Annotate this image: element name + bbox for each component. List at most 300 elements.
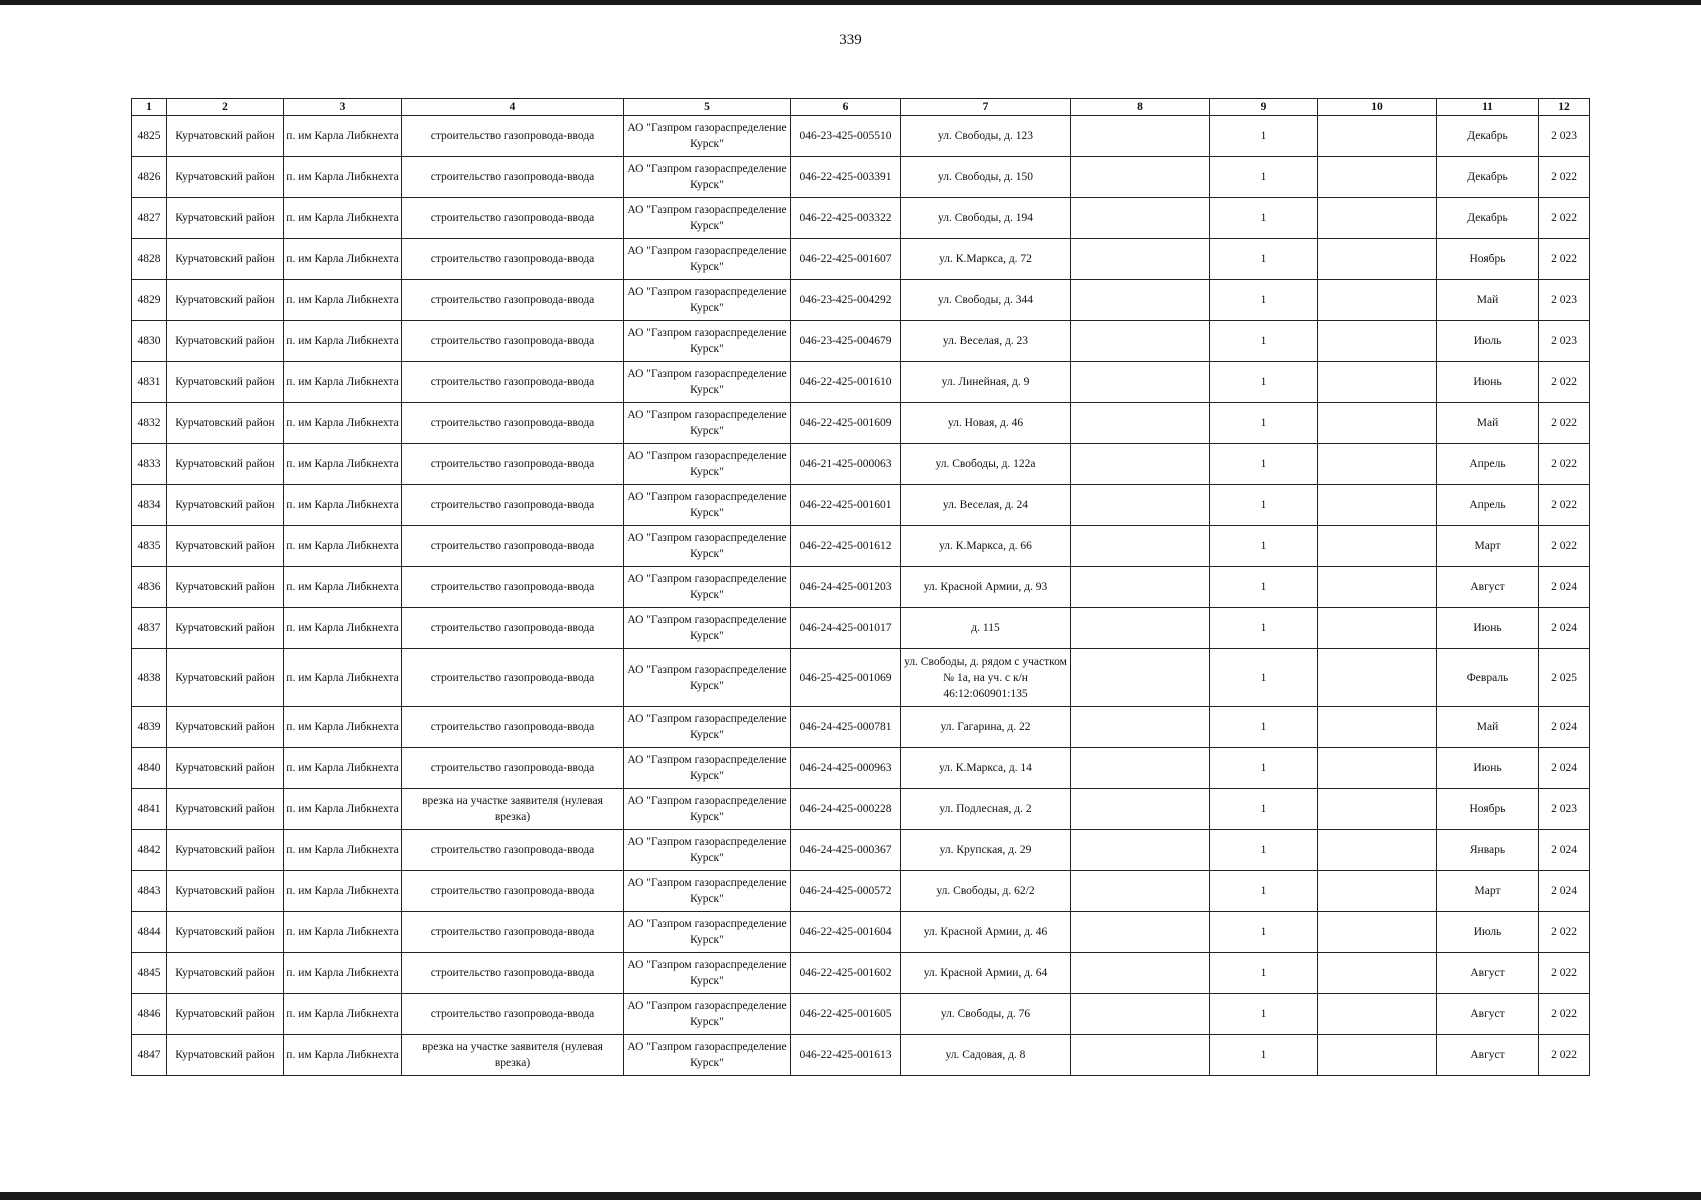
work-type-cell: строительство газопровода-ввода [402, 953, 624, 994]
address-cell: ул. Садовая, д. 8 [901, 1035, 1071, 1076]
work-type-cell: строительство газопровода-ввода [402, 994, 624, 1035]
row-number: 4833 [132, 444, 167, 485]
quantity-cell: 1 [1210, 649, 1318, 707]
year-cell: 2 023 [1539, 280, 1590, 321]
code-cell: 046-24-425-001017 [791, 608, 901, 649]
code-cell: 046-24-425-000963 [791, 748, 901, 789]
code-cell: 046-23-425-004679 [791, 321, 901, 362]
month-cell: Декабрь [1437, 157, 1539, 198]
col10-cell [1318, 403, 1437, 444]
district-cell: Курчатовский район [167, 239, 284, 280]
district-cell: Курчатовский район [167, 485, 284, 526]
work-type-cell: строительство газопровода-ввода [402, 912, 624, 953]
district-cell: Курчатовский район [167, 871, 284, 912]
district-cell: Курчатовский район [167, 608, 284, 649]
table-row [132, 953, 1590, 994]
address-cell: ул. Крупская, д. 29 [901, 830, 1071, 871]
organization-cell: АО "Газпром газораспределение Курск" [624, 830, 791, 871]
organization-cell: АО "Газпром газораспределение Курск" [624, 608, 791, 649]
year-cell: 2 022 [1539, 953, 1590, 994]
organization-cell: АО "Газпром газораспределение Курск" [624, 239, 791, 280]
col10-cell [1318, 280, 1437, 321]
col10-cell [1318, 912, 1437, 953]
table-row [132, 403, 1590, 444]
district-cell: Курчатовский район [167, 789, 284, 830]
organization-cell: АО "Газпром газораспределение Курск" [624, 526, 791, 567]
address-cell: ул. Красной Армии, д. 64 [901, 953, 1071, 994]
year-cell: 2 022 [1539, 362, 1590, 403]
month-cell: Декабрь [1437, 116, 1539, 157]
code-cell: 046-22-425-001609 [791, 403, 901, 444]
address-cell: ул. Веселая, д. 23 [901, 321, 1071, 362]
locality-cell: п. им Карла Либкнехта [284, 1035, 402, 1076]
quantity-cell: 1 [1210, 239, 1318, 280]
col10-cell [1318, 748, 1437, 789]
col10-cell [1318, 526, 1437, 567]
organization-cell: АО "Газпром газораспределение Курск" [624, 116, 791, 157]
quantity-cell: 1 [1210, 608, 1318, 649]
col10-cell [1318, 608, 1437, 649]
col10-cell [1318, 444, 1437, 485]
month-cell: Март [1437, 871, 1539, 912]
work-type-cell: строительство газопровода-ввода [402, 198, 624, 239]
col10-cell [1318, 1035, 1437, 1076]
year-cell: 2 022 [1539, 912, 1590, 953]
quantity-cell: 1 [1210, 1035, 1318, 1076]
col10-cell [1318, 871, 1437, 912]
month-cell: Декабрь [1437, 198, 1539, 239]
col10-cell [1318, 649, 1437, 707]
year-cell: 2 024 [1539, 871, 1590, 912]
work-type-cell: строительство газопровода-ввода [402, 707, 624, 748]
col10-cell [1318, 830, 1437, 871]
year-cell: 2 023 [1539, 116, 1590, 157]
locality-cell: п. им Карла Либкнехта [284, 239, 402, 280]
month-cell: Август [1437, 994, 1539, 1035]
district-cell: Курчатовский район [167, 362, 284, 403]
code-cell: 046-22-425-003391 [791, 157, 901, 198]
quantity-cell: 1 [1210, 830, 1318, 871]
locality-cell: п. им Карла Либкнехта [284, 485, 402, 526]
registry-table [131, 98, 1590, 1076]
table-row [132, 707, 1590, 748]
col8-cell [1071, 362, 1210, 403]
organization-cell: АО "Газпром газораспределение Курск" [624, 403, 791, 444]
col10-cell [1318, 567, 1437, 608]
col10-cell [1318, 485, 1437, 526]
col8-cell [1071, 403, 1210, 444]
quantity-cell: 1 [1210, 748, 1318, 789]
code-cell: 046-23-425-005510 [791, 116, 901, 157]
code-cell: 046-22-425-001613 [791, 1035, 901, 1076]
col8-cell [1071, 1035, 1210, 1076]
col10-cell [1318, 157, 1437, 198]
address-cell: ул. Свободы, д. 76 [901, 994, 1071, 1035]
work-type-cell: строительство газопровода-ввода [402, 526, 624, 567]
organization-cell: АО "Газпром газораспределение Курск" [624, 994, 791, 1035]
work-type-cell: врезка на участке заявителя (нулевая врезка) [402, 1035, 624, 1076]
row-number: 4843 [132, 871, 167, 912]
organization-cell: АО "Газпром газораспределение Курск" [624, 871, 791, 912]
district-cell: Курчатовский район [167, 830, 284, 871]
locality-cell: п. им Карла Либкнехта [284, 321, 402, 362]
table-row [132, 608, 1590, 649]
month-cell: Ноябрь [1437, 789, 1539, 830]
year-cell: 2 022 [1539, 485, 1590, 526]
address-cell: ул. Красной Армии, д. 46 [901, 912, 1071, 953]
organization-cell: АО "Газпром газораспределение Курск" [624, 280, 791, 321]
organization-cell: АО "Газпром газораспределение Курск" [624, 198, 791, 239]
year-cell: 2 022 [1539, 1035, 1590, 1076]
row-number: 4839 [132, 707, 167, 748]
row-number: 4840 [132, 748, 167, 789]
table-row [132, 280, 1590, 321]
code-cell: 046-22-425-003322 [791, 198, 901, 239]
year-cell: 2 022 [1539, 198, 1590, 239]
col8-cell [1071, 280, 1210, 321]
col8-cell [1071, 567, 1210, 608]
col8-cell [1071, 748, 1210, 789]
code-cell: 046-25-425-001069 [791, 649, 901, 707]
quantity-cell: 1 [1210, 485, 1318, 526]
table-row [132, 444, 1590, 485]
work-type-cell: строительство газопровода-ввода [402, 871, 624, 912]
month-cell: Ноябрь [1437, 239, 1539, 280]
col8-cell [1071, 789, 1210, 830]
column-header-1: 1 [132, 99, 167, 116]
month-cell: Июль [1437, 912, 1539, 953]
table-row [132, 871, 1590, 912]
address-cell: д. 115 [901, 608, 1071, 649]
column-header-8: 8 [1071, 99, 1210, 116]
organization-cell: АО "Газпром газораспределение Курск" [624, 444, 791, 485]
work-type-cell: строительство газопровода-ввода [402, 116, 624, 157]
month-cell: Январь [1437, 830, 1539, 871]
district-cell: Курчатовский район [167, 953, 284, 994]
month-cell: Июнь [1437, 608, 1539, 649]
row-number: 4838 [132, 649, 167, 707]
organization-cell: АО "Газпром газораспределение Курск" [624, 1035, 791, 1076]
year-cell: 2 023 [1539, 789, 1590, 830]
work-type-cell: строительство газопровода-ввода [402, 608, 624, 649]
row-number: 4826 [132, 157, 167, 198]
quantity-cell: 1 [1210, 157, 1318, 198]
locality-cell: п. им Карла Либкнехта [284, 157, 402, 198]
locality-cell: п. им Карла Либкнехта [284, 198, 402, 239]
code-cell: 046-22-425-001607 [791, 239, 901, 280]
col8-cell [1071, 608, 1210, 649]
district-cell: Курчатовский район [167, 526, 284, 567]
row-number: 4844 [132, 912, 167, 953]
organization-cell: АО "Газпром газораспределение Курск" [624, 321, 791, 362]
month-cell: Август [1437, 953, 1539, 994]
locality-cell: п. им Карла Либкнехта [284, 116, 402, 157]
work-type-cell: строительство газопровода-ввода [402, 830, 624, 871]
work-type-cell: строительство газопровода-ввода [402, 567, 624, 608]
year-cell: 2 022 [1539, 239, 1590, 280]
col8-cell [1071, 912, 1210, 953]
row-number: 4827 [132, 198, 167, 239]
year-cell: 2 022 [1539, 994, 1590, 1035]
locality-cell: п. им Карла Либкнехта [284, 912, 402, 953]
code-cell: 046-24-425-000367 [791, 830, 901, 871]
page-number: 339 [839, 32, 862, 48]
col8-cell [1071, 649, 1210, 707]
header-row [132, 99, 1590, 116]
year-cell: 2 022 [1539, 403, 1590, 444]
code-cell: 046-22-425-001605 [791, 994, 901, 1035]
code-cell: 046-22-425-001604 [791, 912, 901, 953]
work-type-cell: строительство газопровода-ввода [402, 649, 624, 707]
quantity-cell: 1 [1210, 994, 1318, 1035]
row-number: 4846 [132, 994, 167, 1035]
table-row [132, 157, 1590, 198]
locality-cell: п. им Карла Либкнехта [284, 649, 402, 707]
scan-border-bottom [0, 1192, 1701, 1200]
address-cell: ул. Свободы, д. 122а [901, 444, 1071, 485]
work-type-cell: строительство газопровода-ввода [402, 748, 624, 789]
year-cell: 2 022 [1539, 157, 1590, 198]
work-type-cell: строительство газопровода-ввода [402, 362, 624, 403]
month-cell: Май [1437, 403, 1539, 444]
organization-cell: АО "Газпром газораспределение Курск" [624, 789, 791, 830]
code-cell: 046-22-425-001612 [791, 526, 901, 567]
column-header-7: 7 [901, 99, 1071, 116]
work-type-cell: строительство газопровода-ввода [402, 321, 624, 362]
quantity-cell: 1 [1210, 280, 1318, 321]
code-cell: 046-24-425-001203 [791, 567, 901, 608]
code-cell: 046-24-425-000228 [791, 789, 901, 830]
district-cell: Курчатовский район [167, 280, 284, 321]
table-row [132, 239, 1590, 280]
table-row [132, 994, 1590, 1035]
district-cell: Курчатовский район [167, 116, 284, 157]
address-cell: ул. Веселая, д. 24 [901, 485, 1071, 526]
locality-cell: п. им Карла Либкнехта [284, 608, 402, 649]
col8-cell [1071, 157, 1210, 198]
month-cell: Июнь [1437, 748, 1539, 789]
quantity-cell: 1 [1210, 871, 1318, 912]
year-cell: 2 022 [1539, 526, 1590, 567]
column-header-9: 9 [1210, 99, 1318, 116]
organization-cell: АО "Газпром газораспределение Курск" [624, 649, 791, 707]
address-cell: ул. Красной Армии, д. 93 [901, 567, 1071, 608]
col8-cell [1071, 444, 1210, 485]
col8-cell [1071, 953, 1210, 994]
code-cell: 046-22-425-001601 [791, 485, 901, 526]
locality-cell: п. им Карла Либкнехта [284, 567, 402, 608]
row-number: 4836 [132, 567, 167, 608]
code-cell: 046-24-425-000572 [791, 871, 901, 912]
address-cell: ул. К.Маркса, д. 72 [901, 239, 1071, 280]
table-row [132, 362, 1590, 403]
locality-cell: п. им Карла Либкнехта [284, 403, 402, 444]
table-body [132, 116, 1590, 1076]
organization-cell: АО "Газпром газораспределение Курск" [624, 748, 791, 789]
code-cell: 046-21-425-000063 [791, 444, 901, 485]
column-header-2: 2 [167, 99, 284, 116]
address-cell: ул. Гагарина, д. 22 [901, 707, 1071, 748]
year-cell: 2 024 [1539, 748, 1590, 789]
col8-cell [1071, 707, 1210, 748]
district-cell: Курчатовский район [167, 198, 284, 239]
column-header-6: 6 [791, 99, 901, 116]
row-number: 4837 [132, 608, 167, 649]
district-cell: Курчатовский район [167, 748, 284, 789]
quantity-cell: 1 [1210, 198, 1318, 239]
table-row [132, 649, 1590, 707]
work-type-cell: строительство газопровода-ввода [402, 280, 624, 321]
district-cell: Курчатовский район [167, 912, 284, 953]
table-row [132, 485, 1590, 526]
col10-cell [1318, 789, 1437, 830]
locality-cell: п. им Карла Либкнехта [284, 871, 402, 912]
row-number: 4825 [132, 116, 167, 157]
district-cell: Курчатовский район [167, 403, 284, 444]
row-number: 4842 [132, 830, 167, 871]
work-type-cell: строительство газопровода-ввода [402, 157, 624, 198]
table-row [132, 321, 1590, 362]
col10-cell [1318, 198, 1437, 239]
district-cell: Курчатовский район [167, 567, 284, 608]
district-cell: Курчатовский район [167, 707, 284, 748]
address-cell: ул. Подлесная, д. 2 [901, 789, 1071, 830]
address-cell: ул. Свободы, д. 123 [901, 116, 1071, 157]
column-header-3: 3 [284, 99, 402, 116]
organization-cell: АО "Газпром газораспределение Курск" [624, 567, 791, 608]
column-header-11: 11 [1437, 99, 1539, 116]
address-cell: ул. Свободы, д. рядом с участком № 1а, на уч. с к/н 46:12:060901:135 [901, 649, 1071, 707]
quantity-cell: 1 [1210, 321, 1318, 362]
code-cell: 046-23-425-004292 [791, 280, 901, 321]
address-cell: ул. К.Маркса, д. 66 [901, 526, 1071, 567]
month-cell: Апрель [1437, 444, 1539, 485]
quantity-cell: 1 [1210, 116, 1318, 157]
quantity-cell: 1 [1210, 789, 1318, 830]
column-header-4: 4 [402, 99, 624, 116]
month-cell: Август [1437, 1035, 1539, 1076]
address-cell: ул. Свободы, д. 194 [901, 198, 1071, 239]
col10-cell [1318, 239, 1437, 280]
district-cell: Курчатовский район [167, 157, 284, 198]
code-cell: 046-22-425-001610 [791, 362, 901, 403]
table-row [132, 912, 1590, 953]
col8-cell [1071, 321, 1210, 362]
work-type-cell: строительство газопровода-ввода [402, 485, 624, 526]
locality-cell: п. им Карла Либкнехта [284, 789, 402, 830]
locality-cell: п. им Карла Либкнехта [284, 526, 402, 567]
month-cell: Апрель [1437, 485, 1539, 526]
col10-cell [1318, 362, 1437, 403]
work-type-cell: строительство газопровода-ввода [402, 403, 624, 444]
col8-cell [1071, 239, 1210, 280]
quantity-cell: 1 [1210, 526, 1318, 567]
address-cell: ул. Свободы, д. 150 [901, 157, 1071, 198]
organization-cell: АО "Газпром газораспределение Курск" [624, 362, 791, 403]
table-row [132, 526, 1590, 567]
col8-cell [1071, 198, 1210, 239]
organization-cell: АО "Газпром газораспределение Курск" [624, 707, 791, 748]
row-number: 4829 [132, 280, 167, 321]
locality-cell: п. им Карла Либкнехта [284, 994, 402, 1035]
row-number: 4845 [132, 953, 167, 994]
table-row [132, 198, 1590, 239]
column-header-5: 5 [624, 99, 791, 116]
row-number: 4835 [132, 526, 167, 567]
district-cell: Курчатовский район [167, 994, 284, 1035]
col8-cell [1071, 871, 1210, 912]
year-cell: 2 023 [1539, 321, 1590, 362]
row-number: 4828 [132, 239, 167, 280]
quantity-cell: 1 [1210, 362, 1318, 403]
col10-cell [1318, 953, 1437, 994]
month-cell: Август [1437, 567, 1539, 608]
month-cell: Март [1437, 526, 1539, 567]
col10-cell [1318, 994, 1437, 1035]
col8-cell [1071, 526, 1210, 567]
year-cell: 2 025 [1539, 649, 1590, 707]
locality-cell: п. им Карла Либкнехта [284, 707, 402, 748]
quantity-cell: 1 [1210, 912, 1318, 953]
district-cell: Курчатовский район [167, 649, 284, 707]
address-cell: ул. Свободы, д. 344 [901, 280, 1071, 321]
col8-cell [1071, 830, 1210, 871]
code-cell: 046-24-425-000781 [791, 707, 901, 748]
work-type-cell: строительство газопровода-ввода [402, 444, 624, 485]
row-number: 4841 [132, 789, 167, 830]
month-cell: Февраль [1437, 649, 1539, 707]
address-cell: ул. К.Маркса, д. 14 [901, 748, 1071, 789]
year-cell: 2 024 [1539, 608, 1590, 649]
address-cell: ул. Новая, д. 46 [901, 403, 1071, 444]
year-cell: 2 024 [1539, 830, 1590, 871]
month-cell: Июль [1437, 321, 1539, 362]
quantity-cell: 1 [1210, 444, 1318, 485]
table-row [132, 116, 1590, 157]
table-row [132, 1035, 1590, 1076]
work-type-cell: строительство газопровода-ввода [402, 239, 624, 280]
column-header-10: 10 [1318, 99, 1437, 116]
district-cell: Курчатовский район [167, 321, 284, 362]
year-cell: 2 024 [1539, 707, 1590, 748]
code-cell: 046-22-425-001602 [791, 953, 901, 994]
col8-cell [1071, 116, 1210, 157]
district-cell: Курчатовский район [167, 1035, 284, 1076]
table-row [132, 830, 1590, 871]
district-cell: Курчатовский район [167, 444, 284, 485]
row-number: 4831 [132, 362, 167, 403]
locality-cell: п. им Карла Либкнехта [284, 362, 402, 403]
col10-cell [1318, 321, 1437, 362]
quantity-cell: 1 [1210, 707, 1318, 748]
quantity-cell: 1 [1210, 953, 1318, 994]
address-cell: ул. Линейная, д. 9 [901, 362, 1071, 403]
row-number: 4830 [132, 321, 167, 362]
organization-cell: АО "Газпром газораспределение Курск" [624, 953, 791, 994]
quantity-cell: 1 [1210, 567, 1318, 608]
table-row [132, 748, 1590, 789]
work-type-cell: врезка на участке заявителя (нулевая врезка) [402, 789, 624, 830]
col10-cell [1318, 707, 1437, 748]
year-cell: 2 022 [1539, 444, 1590, 485]
locality-cell: п. им Карла Либкнехта [284, 748, 402, 789]
month-cell: Июнь [1437, 362, 1539, 403]
address-cell: ул. Свободы, д. 62/2 [901, 871, 1071, 912]
table-row [132, 567, 1590, 608]
locality-cell: п. им Карла Либкнехта [284, 444, 402, 485]
scan-border-top [0, 0, 1701, 5]
locality-cell: п. им Карла Либкнехта [284, 953, 402, 994]
